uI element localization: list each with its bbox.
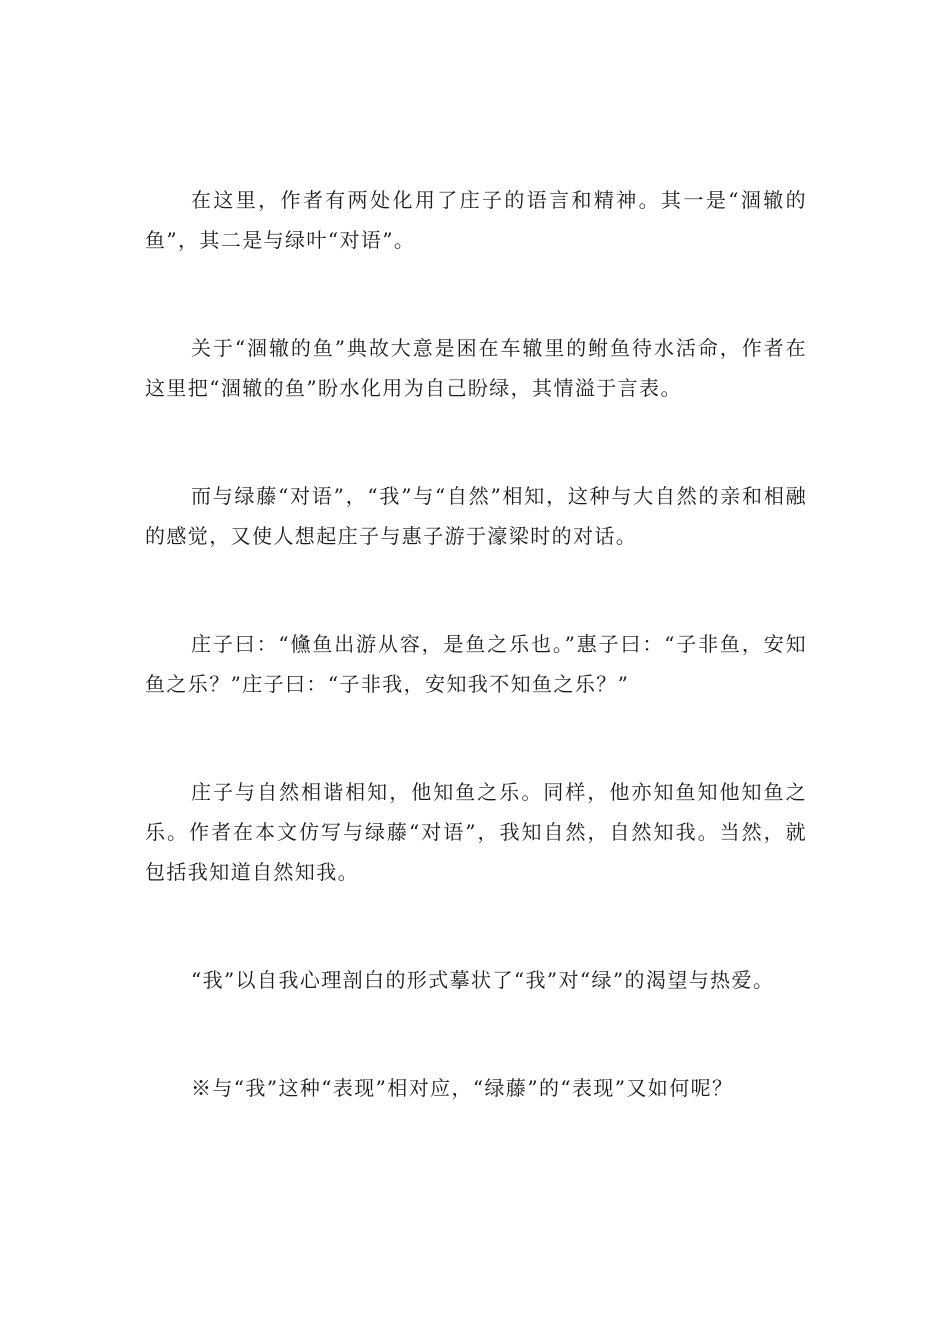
paragraph-gap	[145, 892, 807, 960]
document-body	[145, 180, 807, 1108]
paragraph-7: ※与“我”这种“表现”相对应，“绿藤”的“表现”又如何呢？	[191, 1076, 734, 1100]
paragraph-gap	[145, 556, 807, 624]
paragraph-gap	[145, 704, 807, 772]
paragraph-gap	[145, 408, 807, 476]
paragraph-gap	[145, 1000, 807, 1068]
paragraph-5: 庄子与自然相谐相知，他知鱼之乐。同样，他亦知鱼知他知鱼之乐。作者在本文仿写与绿藤“对语”，我知自然，自然知我。当然，就包括我知道自然知我。	[145, 780, 807, 884]
paragraph-4: 庄子曰：“儵鱼出游从容，是鱼之乐也。”惠子曰：“子非鱼，安知鱼之乐？”庄子曰：“子非我，安知我不知鱼之乐？”	[145, 632, 807, 696]
paragraph-6: “我”以自我心理剖白的形式摹状了“我”对“绿”的渴望与热爱。	[191, 968, 775, 992]
paragraph-gap	[145, 260, 807, 328]
paragraph-3: 而与绿藤“对语”，“我”与“自然”相知，这种与大自然的亲和相融的感觉，又使人想起庄子与惠子游于濠梁时的对话。	[145, 484, 807, 548]
paragraph-1: 在这里，作者有两处化用了庄子的语言和精神。其一是“涸辙的鱼”，其二是与绿叶“对语”。	[145, 188, 807, 252]
paragraph-2: 关于“涸辙的鱼”典故大意是困在车辙里的鲋鱼待水活命，作者在这里把“涸辙的鱼”盼水化用为自己盼绿，其情溢于言表。	[145, 336, 807, 400]
